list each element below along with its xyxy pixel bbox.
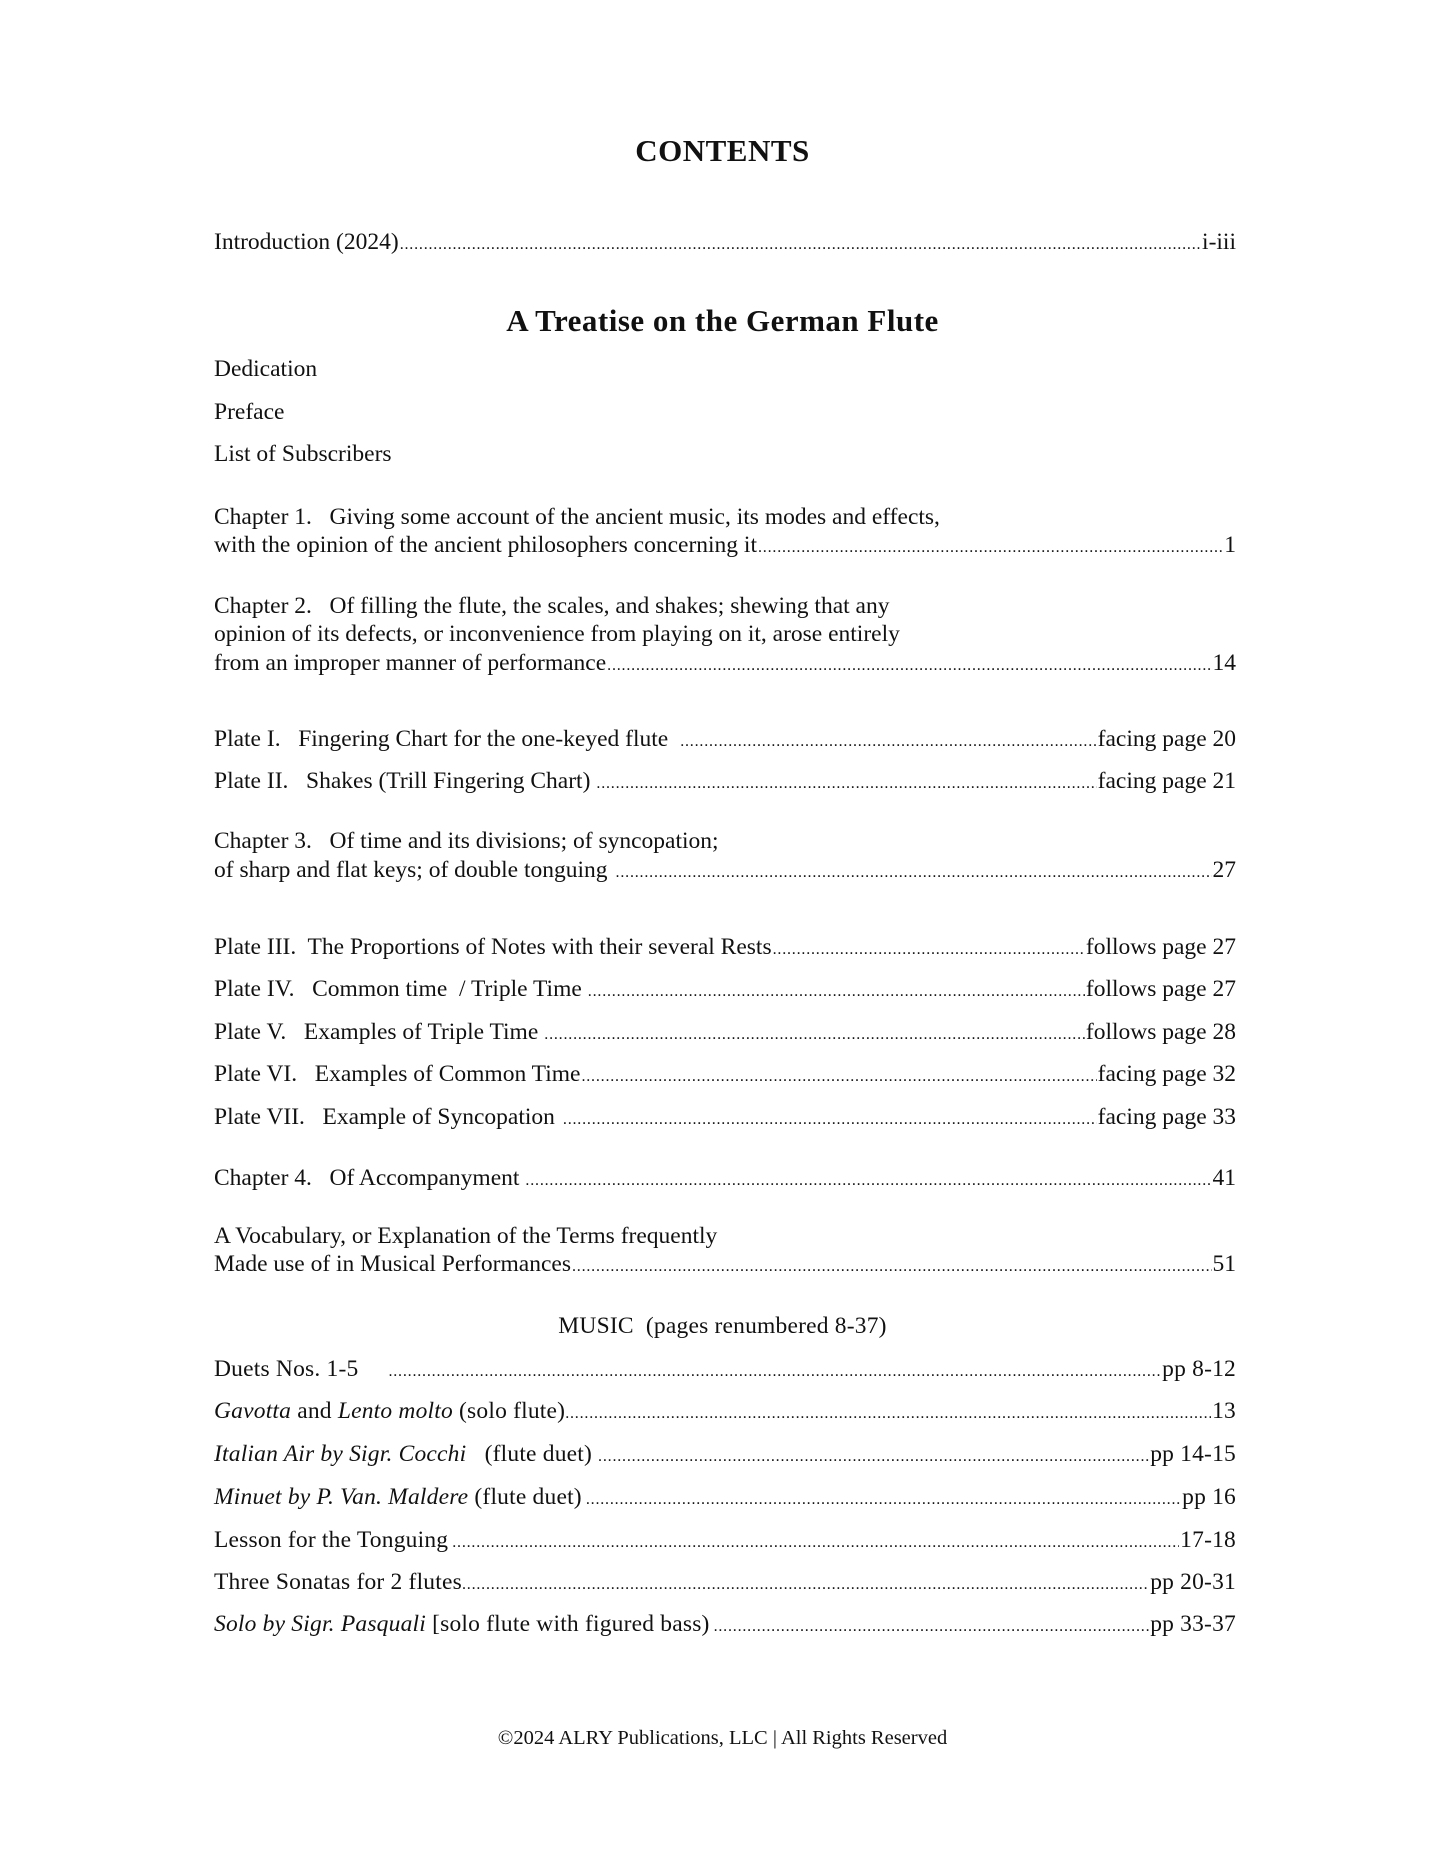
dot-leader <box>596 767 1096 798</box>
toc-entry-dedication[interactable]: Dedication <box>214 356 318 382</box>
toc-entry-preface[interactable]: Preface <box>214 399 285 425</box>
entry-page: 1 <box>1224 532 1236 558</box>
toc-entry-music[interactable] <box>214 1397 1236 1425</box>
entry-page: 51 <box>1212 1251 1236 1277</box>
entry-page: 27 <box>1212 857 1236 883</box>
title-text: (flute duet) <box>468 1484 582 1510</box>
toc-entry-plate-2[interactable] <box>214 767 1236 795</box>
dot-leader <box>588 975 1085 1006</box>
entry-label <box>214 1526 448 1554</box>
toc-entry-music[interactable] <box>214 1526 1236 1554</box>
dot-leader <box>572 1250 1212 1281</box>
toc-entry-plate-7[interactable] <box>214 1103 1236 1131</box>
toc-entry-music[interactable] <box>214 1483 1236 1511</box>
entry-label: Plate II. Shakes (Trill Fingering Chart) <box>214 768 591 794</box>
entry-label <box>214 1568 462 1596</box>
entry-page: pp 20-31 <box>1150 1569 1236 1595</box>
entry-label: Plate III. The Proportions of Notes with their several Rests <box>214 934 772 960</box>
toc-entry-chapter2[interactable] <box>214 649 1236 677</box>
entry-label: Introduction (2024) <box>214 229 399 255</box>
entry-page: pp 16 <box>1182 1484 1236 1510</box>
dot-leader <box>607 649 1211 680</box>
toc-entry-chapter4[interactable] <box>214 1164 1236 1192</box>
toc-entry-plate-3[interactable] <box>214 933 1236 961</box>
entry-label <box>214 1355 358 1383</box>
entry-label <box>214 1440 592 1468</box>
toc-entry-music[interactable] <box>214 1610 1236 1638</box>
entry-page: 41 <box>1212 1165 1236 1191</box>
dot-leader <box>462 1568 1149 1599</box>
entry-label: Plate VI. Examples of Common Time <box>214 1061 581 1087</box>
toc-entry-plate-6[interactable] <box>214 1060 1236 1088</box>
dot-leader <box>400 228 1201 259</box>
dot-leader <box>714 1610 1150 1641</box>
entry-page: i-iii <box>1202 229 1236 255</box>
entry-page: facing page 20 <box>1097 726 1236 752</box>
entry-label <box>214 1610 710 1638</box>
entry-page: facing page 32 <box>1097 1061 1236 1087</box>
title-text: (flute duet) <box>466 1441 593 1467</box>
dot-leader <box>388 1355 1161 1386</box>
title-text: [solo flute with figured bass) <box>426 1611 710 1637</box>
dot-leader <box>616 856 1212 887</box>
entry-page: 14 <box>1212 650 1236 676</box>
dot-leader <box>586 1483 1181 1514</box>
contents-title: CONTENTS <box>635 133 810 168</box>
entry-label: from an improper manner of performance <box>214 650 607 676</box>
entry-label: Made use of in Musical Performances <box>214 1251 571 1277</box>
dot-leader <box>598 1440 1149 1471</box>
vocabulary-line1[interactable]: A Vocabulary, or Explanation of the Terms frequently <box>214 1223 718 1249</box>
chapter3-line1[interactable]: Chapter 3. Of time and its divisions; of syncopation; <box>214 828 719 854</box>
title-text: (solo flute) <box>452 1398 566 1424</box>
dot-leader <box>680 725 1096 756</box>
title-italic: Minuet by P. Van. Maldere <box>214 1484 469 1510</box>
entry-label: Plate I. Fingering Chart for the one-keyed flute <box>214 726 669 752</box>
toc-entry-chapter1[interactable] <box>214 531 1236 559</box>
dot-leader <box>525 1164 1211 1195</box>
title-text: and <box>291 1398 338 1424</box>
title-italic: Solo by Sigr. Pasquali <box>214 1611 426 1637</box>
title-text: Duets Nos. 1-5 <box>214 1356 359 1382</box>
footer-copyright: ©2024 ALRY Publications, LLC | All Rights Reserved <box>497 1727 948 1749</box>
dot-leader <box>544 1018 1085 1049</box>
entry-page: pp 33-37 <box>1150 1611 1236 1637</box>
toc-entry-chapter3[interactable] <box>214 856 1236 884</box>
entry-page: pp 8-12 <box>1162 1356 1236 1382</box>
entry-page: facing page 21 <box>1097 768 1236 794</box>
dot-leader <box>773 933 1085 964</box>
dot-leader <box>581 1060 1096 1091</box>
title-text: Three Sonatas for 2 flutes <box>214 1569 462 1595</box>
toc-entry-plate-1[interactable] <box>214 725 1236 753</box>
dot-leader <box>563 1103 1097 1134</box>
entry-label <box>214 1397 565 1425</box>
title-italic: Gavotta <box>214 1398 292 1424</box>
entry-label: of sharp and flat keys; of double tonguing <box>214 857 608 883</box>
title-italic: Italian Air by Sigr. Cocchi <box>214 1441 467 1467</box>
entry-page: follows page 27 <box>1085 976 1236 1002</box>
entry-page: facing page 33 <box>1097 1104 1236 1130</box>
toc-entry-plate-4[interactable] <box>214 975 1236 1003</box>
toc-entry-introduction[interactable] <box>214 228 1236 256</box>
dot-leader <box>565 1397 1211 1428</box>
toc-entry-music[interactable] <box>214 1355 1236 1383</box>
entry-page: pp 14-15 <box>1150 1441 1236 1467</box>
entry-label: Plate V. Examples of Triple Time <box>214 1019 539 1045</box>
entry-label: Plate VII. Example of Syncopation <box>214 1104 555 1130</box>
chapter1-line1[interactable]: Chapter 1. Giving some account of the ancient music, its modes and effects, <box>214 504 940 530</box>
toc-entry-music[interactable] <box>214 1568 1236 1596</box>
entry-page: 17-18 <box>1180 1527 1236 1553</box>
entry-label <box>214 1483 582 1511</box>
entry-label: with the opinion of the ancient philosophers concerning it <box>214 532 757 558</box>
treatise-title: A Treatise on the German Flute <box>506 303 939 338</box>
toc-entry-music[interactable] <box>214 1440 1236 1468</box>
entry-page: 13 <box>1212 1398 1236 1424</box>
entry-label: Chapter 4. Of Accompanyment <box>214 1165 520 1191</box>
chapter2-line2[interactable]: opinion of its defects, or inconvenience from playing on it, arose entirely <box>214 621 900 647</box>
title-text: Lesson for the Tonguing <box>214 1527 449 1553</box>
toc-entry-plate-5[interactable] <box>214 1018 1236 1046</box>
music-heading: MUSIC (pages renumbered 8-37) <box>558 1313 887 1339</box>
title-italic: Lento molto <box>337 1398 453 1424</box>
entry-page: follows page 27 <box>1085 934 1236 960</box>
dot-leader <box>758 531 1223 562</box>
chapter2-line1[interactable]: Chapter 2. Of filling the flute, the scales, and shakes; shewing that any <box>214 593 890 619</box>
toc-entry-subscribers[interactable]: List of Subscribers <box>214 441 392 467</box>
dot-leader <box>452 1526 1179 1557</box>
entry-label: Plate IV. Common time / Triple Time <box>214 976 582 1002</box>
entry-page: follows page 28 <box>1085 1019 1236 1045</box>
toc-entry-vocabulary[interactable] <box>214 1250 1236 1278</box>
